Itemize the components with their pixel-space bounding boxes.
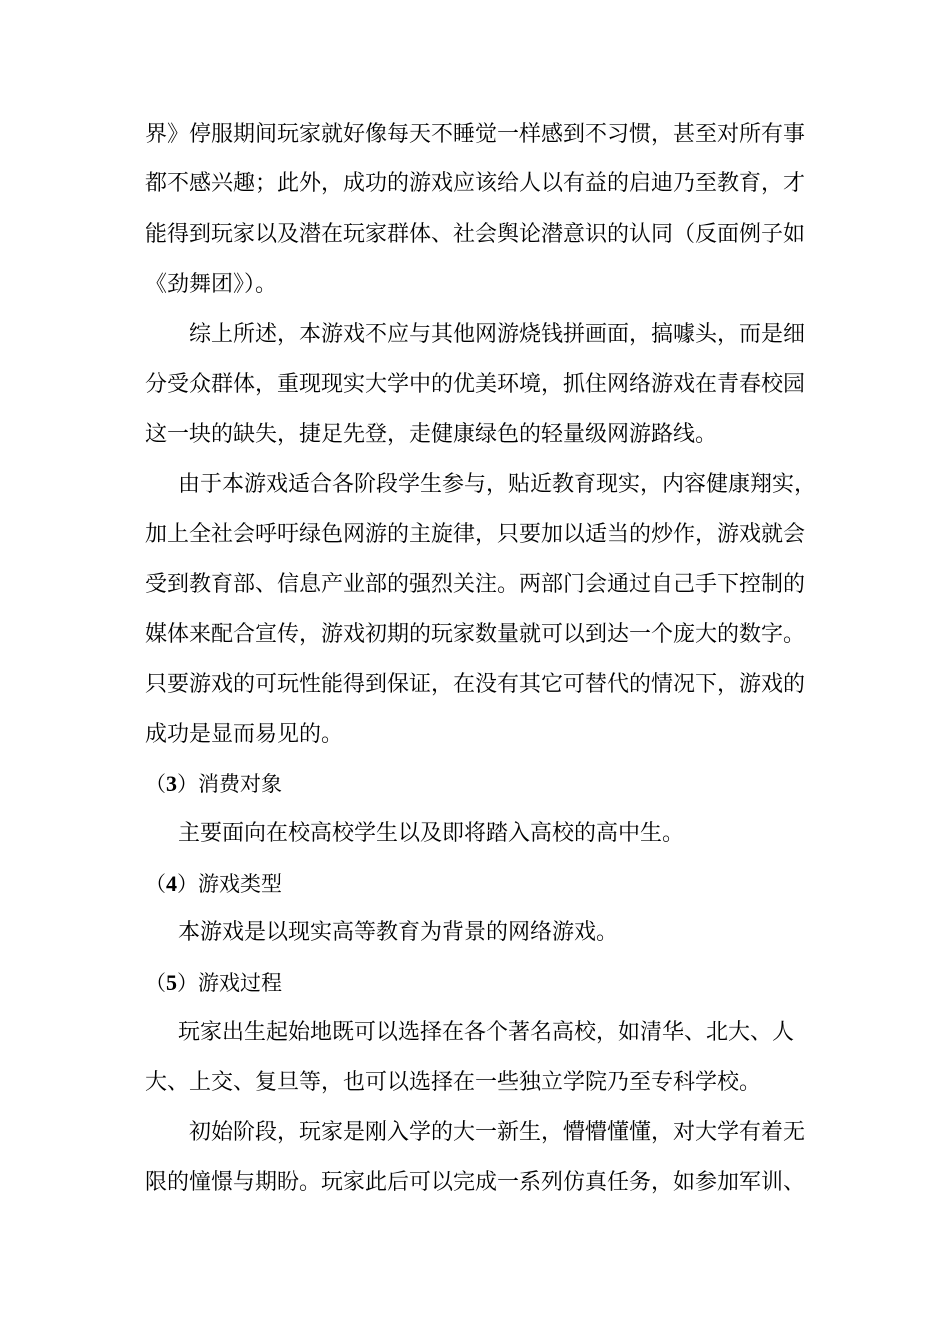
section-3-open-paren: （ [145,772,166,796]
paragraph-3-line-2: 加上全社会呼吁绿色网游的主旋律，只要加以适当的炒作，游戏就会 [145,522,806,547]
section-4-heading [145,871,282,897]
paragraph-2-line-3: 这一块的缺失，捷足先登，走健康绿色的轻量级网游路线。 [145,422,718,447]
paragraph-2-line-1: 综上所述，本游戏不应与其他网游烧钱拼画面，搞噱头，而是细 [189,322,806,347]
paragraph-1-line-4: 《劲舞团》）。 [145,272,278,297]
section-5-close-paren: ） [177,971,198,995]
section-3-close-paren: ） [177,772,198,796]
paragraph-1-line-3: 能得到玩家以及潜在玩家群体、社会舆论潜意识的认同（反面例子如 [145,222,806,247]
section-5-body-line-3: 初始阶段，玩家是刚入学的大一新生，懵懵懂懂，对大学有着无 [189,1120,806,1145]
section-4-open-paren: （ [145,872,166,896]
section-3-body-line-1: 主要面向在校高校学生以及即将踏入高校的高中生。 [178,821,685,846]
paragraph-3-line-3: 受到教育部、信息产业部的强烈关注。两部门会通过自己手下控制的 [145,572,806,597]
section-4-body-line-1: 本游戏是以现实高等教育为背景的网络游戏。 [178,920,619,945]
section-3-title: 消费对象 [198,772,282,796]
section-5-title: 游戏过程 [198,971,282,995]
section-3-heading [145,771,282,797]
section-5-body-line-2: 大、上交、复旦等，也可以选择在一些独立学院乃至专科学校。 [145,1070,762,1095]
paragraph-1-line-1: 界》停服期间玩家就好像每天不睡觉一样感到不习惯，甚至对所有事 [145,122,806,147]
section-4-title: 游戏类型 [198,872,282,896]
section-5-heading [145,970,282,996]
paragraph-2-line-2: 分受众群体，重现现实大学中的优美环境，抓住网络游戏在青春校园 [145,372,806,397]
section-4-close-paren: ） [177,872,198,896]
paragraph-3-line-4: 媒体来配合宣传，游戏初期的玩家数量就可以到达一个庞大的数字。 [145,622,806,647]
paragraph-1-line-2: 都不感兴趣；此外，成功的游戏应该给人以有益的启迪乃至教育，才 [145,171,806,196]
paragraph-3-line-1: 由于本游戏适合各阶段学生参与，贴近教育现实，内容健康翔实， [178,472,817,497]
section-3-number: 3 [166,771,177,796]
paragraph-3-line-6: 成功是显而易见的。 [145,722,344,747]
section-4-number: 4 [166,871,177,896]
section-5-open-paren: （ [145,971,166,995]
paragraph-3-line-5: 只要游戏的可玩性能得到保证，在没有其它可替代的情况下，游戏的 [145,672,806,697]
section-5-body-line-1: 玩家出生起始地既可以选择在各个著名高校，如清华、北大、人 [178,1020,795,1045]
section-5-body-line-4: 限的憧憬与期盼。玩家此后可以完成一系列仿真任务，如参加军训、 [145,1170,806,1195]
section-5-number: 5 [166,970,177,995]
